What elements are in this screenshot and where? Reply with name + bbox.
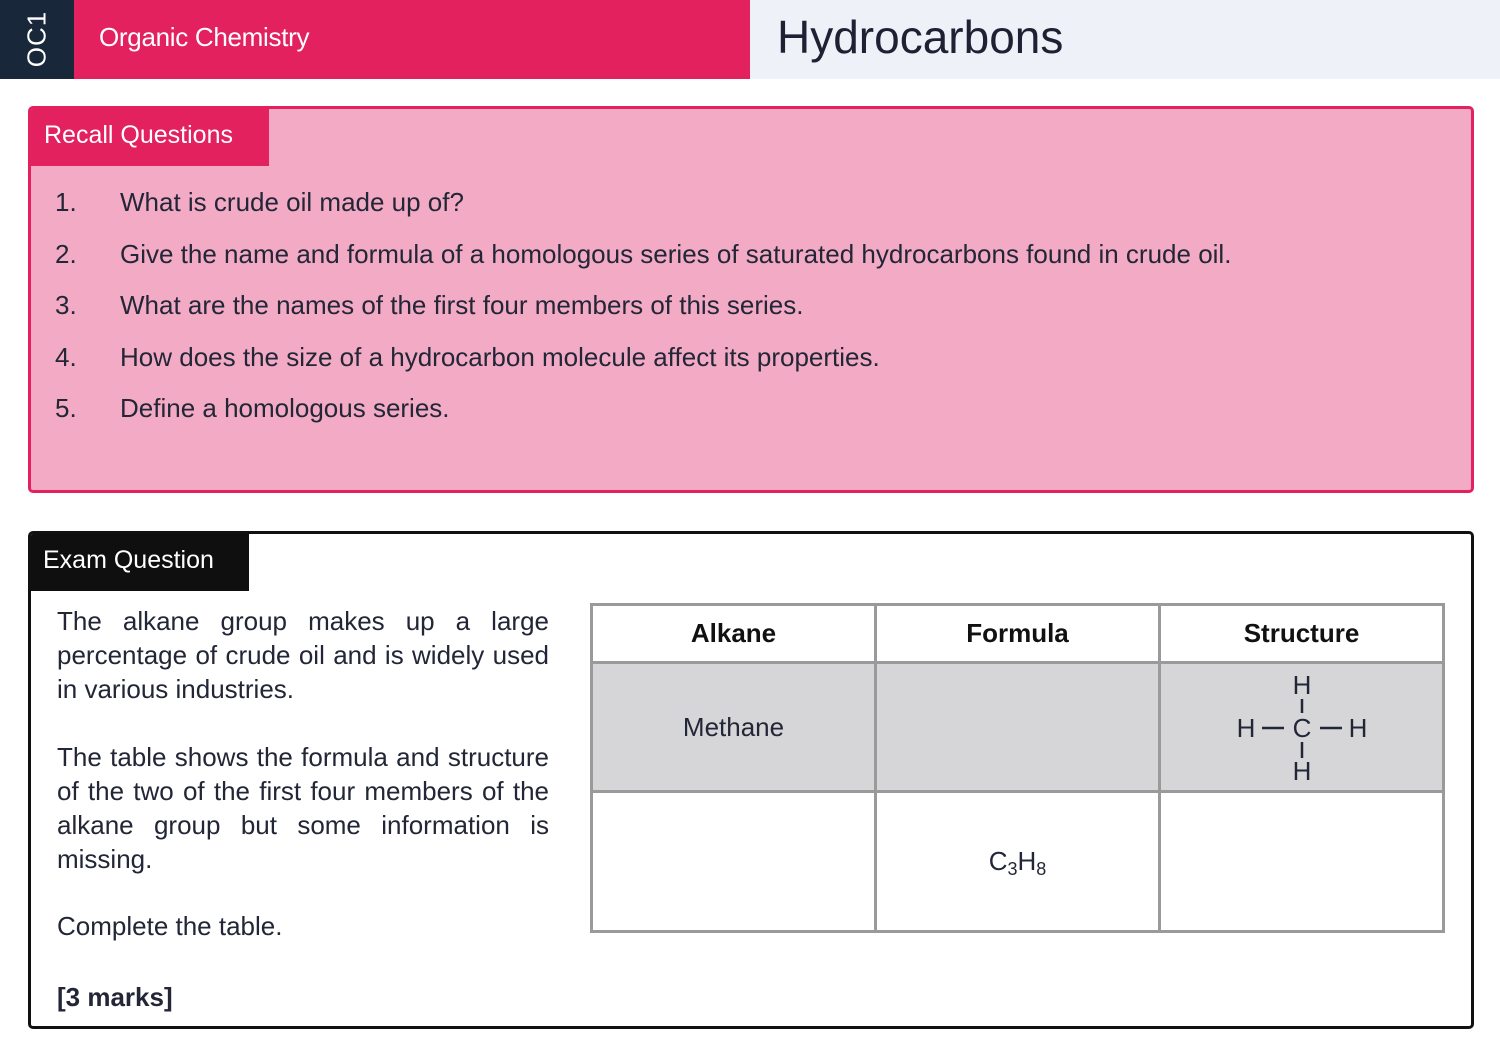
title-bar <box>750 0 1500 79</box>
formula-hydrogen: H <box>1017 846 1037 876</box>
recall-questions-box <box>28 106 1474 493</box>
exam-paragraph-table-description: The table shows the formula and structure of the two of the first four members of the alkane group but some information is missing. <box>57 742 549 874</box>
atom-h-left: H <box>1236 713 1255 743</box>
topic-name: Organic Chemistry <box>99 22 310 52</box>
exam-question-box <box>28 531 1474 1029</box>
exam-instruction: Complete the table. <box>57 911 283 941</box>
cell-formula-blank[interactable] <box>876 663 1160 792</box>
marks-label: [3 marks] <box>57 982 173 1012</box>
question-number: 2. <box>55 238 77 269</box>
formula-carbon: C <box>988 846 1008 876</box>
atom-h-top: H <box>1292 672 1311 700</box>
cell-structure-blank[interactable] <box>1160 792 1444 932</box>
exam-question-text <box>57 604 549 943</box>
question-text: How does the size of a hydrocarbon molecule affect its properties. <box>120 341 880 372</box>
exam-question-label: Exam Question <box>31 534 249 591</box>
topic-bar <box>74 0 750 79</box>
page-title: Hydrocarbons <box>777 11 1064 63</box>
methane-structure-diagram <box>1232 672 1372 782</box>
formula-hydrogen-count: 8 <box>1036 859 1047 879</box>
alkane-table <box>590 603 1445 933</box>
question-text: Define a homologous series. <box>120 393 450 423</box>
exam-paragraph-intro: The alkane group makes up a large percentage of crude oil and is widely used in various industries. <box>57 606 549 704</box>
recall-questions-label: Recall Questions <box>31 109 269 166</box>
header-structure: Structure <box>1160 605 1444 663</box>
topic-code: OC1 <box>21 10 52 68</box>
header-alkane: Alkane <box>592 605 876 663</box>
atom-c-center: C <box>1292 713 1311 743</box>
question-number: 5. <box>55 393 77 423</box>
question-text: What is crude oil made up of? <box>120 187 464 217</box>
question-number: 4. <box>55 341 77 372</box>
cell-formula <box>876 792 1160 932</box>
topic-code-badge <box>0 0 74 79</box>
atom-h-right: H <box>1348 713 1367 743</box>
formula-carbon-count: 3 <box>1007 859 1018 879</box>
cell-alkane-name: Methane <box>592 663 876 792</box>
question-text: What are the names of the first four members of this series. <box>120 290 804 320</box>
question-number: 3. <box>55 290 77 320</box>
atom-h-bottom: H <box>1292 756 1311 782</box>
cell-alkane-name-blank[interactable] <box>592 792 876 932</box>
cell-structure <box>1160 663 1444 792</box>
table-row <box>592 792 1444 932</box>
header-formula: Formula <box>876 605 1160 663</box>
question-text: Give the name and formula of a homologous series of saturated hydrocarbons found in crude oil. <box>120 238 1232 269</box>
question-number: 1. <box>55 187 77 217</box>
table-row <box>592 663 1444 792</box>
table-header-row <box>592 605 1444 663</box>
